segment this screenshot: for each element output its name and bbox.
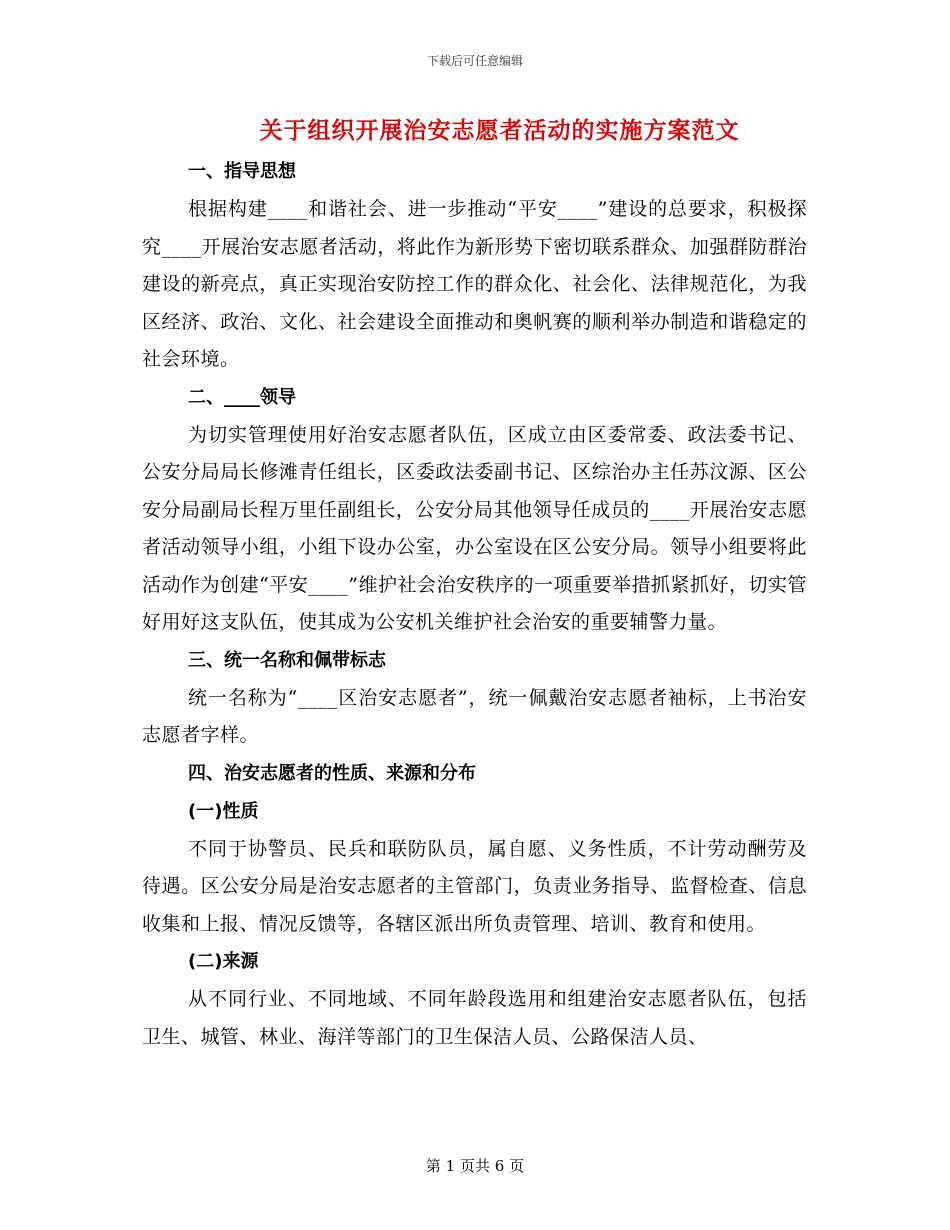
section-paragraph-3: 统一名称为“____区治安志愿者”，统一佩戴治安志愿者袖标，上书治安志愿者字样。 [142,686,807,746]
document-title: 关于组织开展治安志愿者活动的实施方案范文 [259,117,740,144]
subsection-heading-source: (二)来源 [188,951,259,972]
section-heading-4: 四、治安志愿者的性质、来源和分布 [188,762,476,784]
page-number: 第 1 页共 6 页 [425,1157,525,1175]
page-header-note: 下载后可任意编辑 [426,54,523,68]
subsection-paragraph-nature: 不同于协警员、民兵和联防队员，属自愿、义务性质，不计劳动酬劳及待遇。区公安分局是治安志愿者的主管部门，负责业务指导、监督检查、信息收集和上报、情况反馈等，各辖区派出所负责管理、培训、教育和使用。 [142,837,807,935]
subsection-heading-nature: (一)性质 [188,800,259,822]
document-body [142,112,807,1056]
section-paragraph-2: 为切实管理使用好治安志愿者队伍，区成立由区委常委、政法委书记、公安分局局长修滩青任组长，区委政法委副书记、区综治办主任苏汶源、区公安分局副局长程万里任副组长，公安分局其他领导任成员的____开展治安志愿者活动领导小组，小组下设办公室，办公室设在区公安分局。领导小组要将此活动作为创建“平安____”维护社会治安秩序的一项重要举措抓紧抓好，切实管好用好这支队伍，使其成为公安机关维护社会治安的重要辅警力量。 [142,423,807,633]
section-heading-3: 三、统一名称和佩带标志 [188,649,386,671]
section-paragraph-1: 根据构建____和谐社会、进一步推动“平安____”建设的总要求，积极探究____开展治安志愿者活动，将此作为新形势下密切联系群众、加强群防群治建设的新亮点，真正实现治安防控工作的群众化、社会化、法律规范化，为我区经济、政治、文化、社会建设全面推动和奥帆赛的顺利举办制造和谐稳定的社会环境。 [142,198,807,370]
section-heading-2: 二、____领导 [188,386,296,408]
section-heading-1: 一、指导思想 [188,161,296,182]
subsection-paragraph-source: 从不同行业、不同地域、不同年龄段选用和组建治安志愿者队伍，包括卫生、城管、林业、海洋等部门的卫生保洁人员、公路保洁人员、 [142,988,807,1048]
